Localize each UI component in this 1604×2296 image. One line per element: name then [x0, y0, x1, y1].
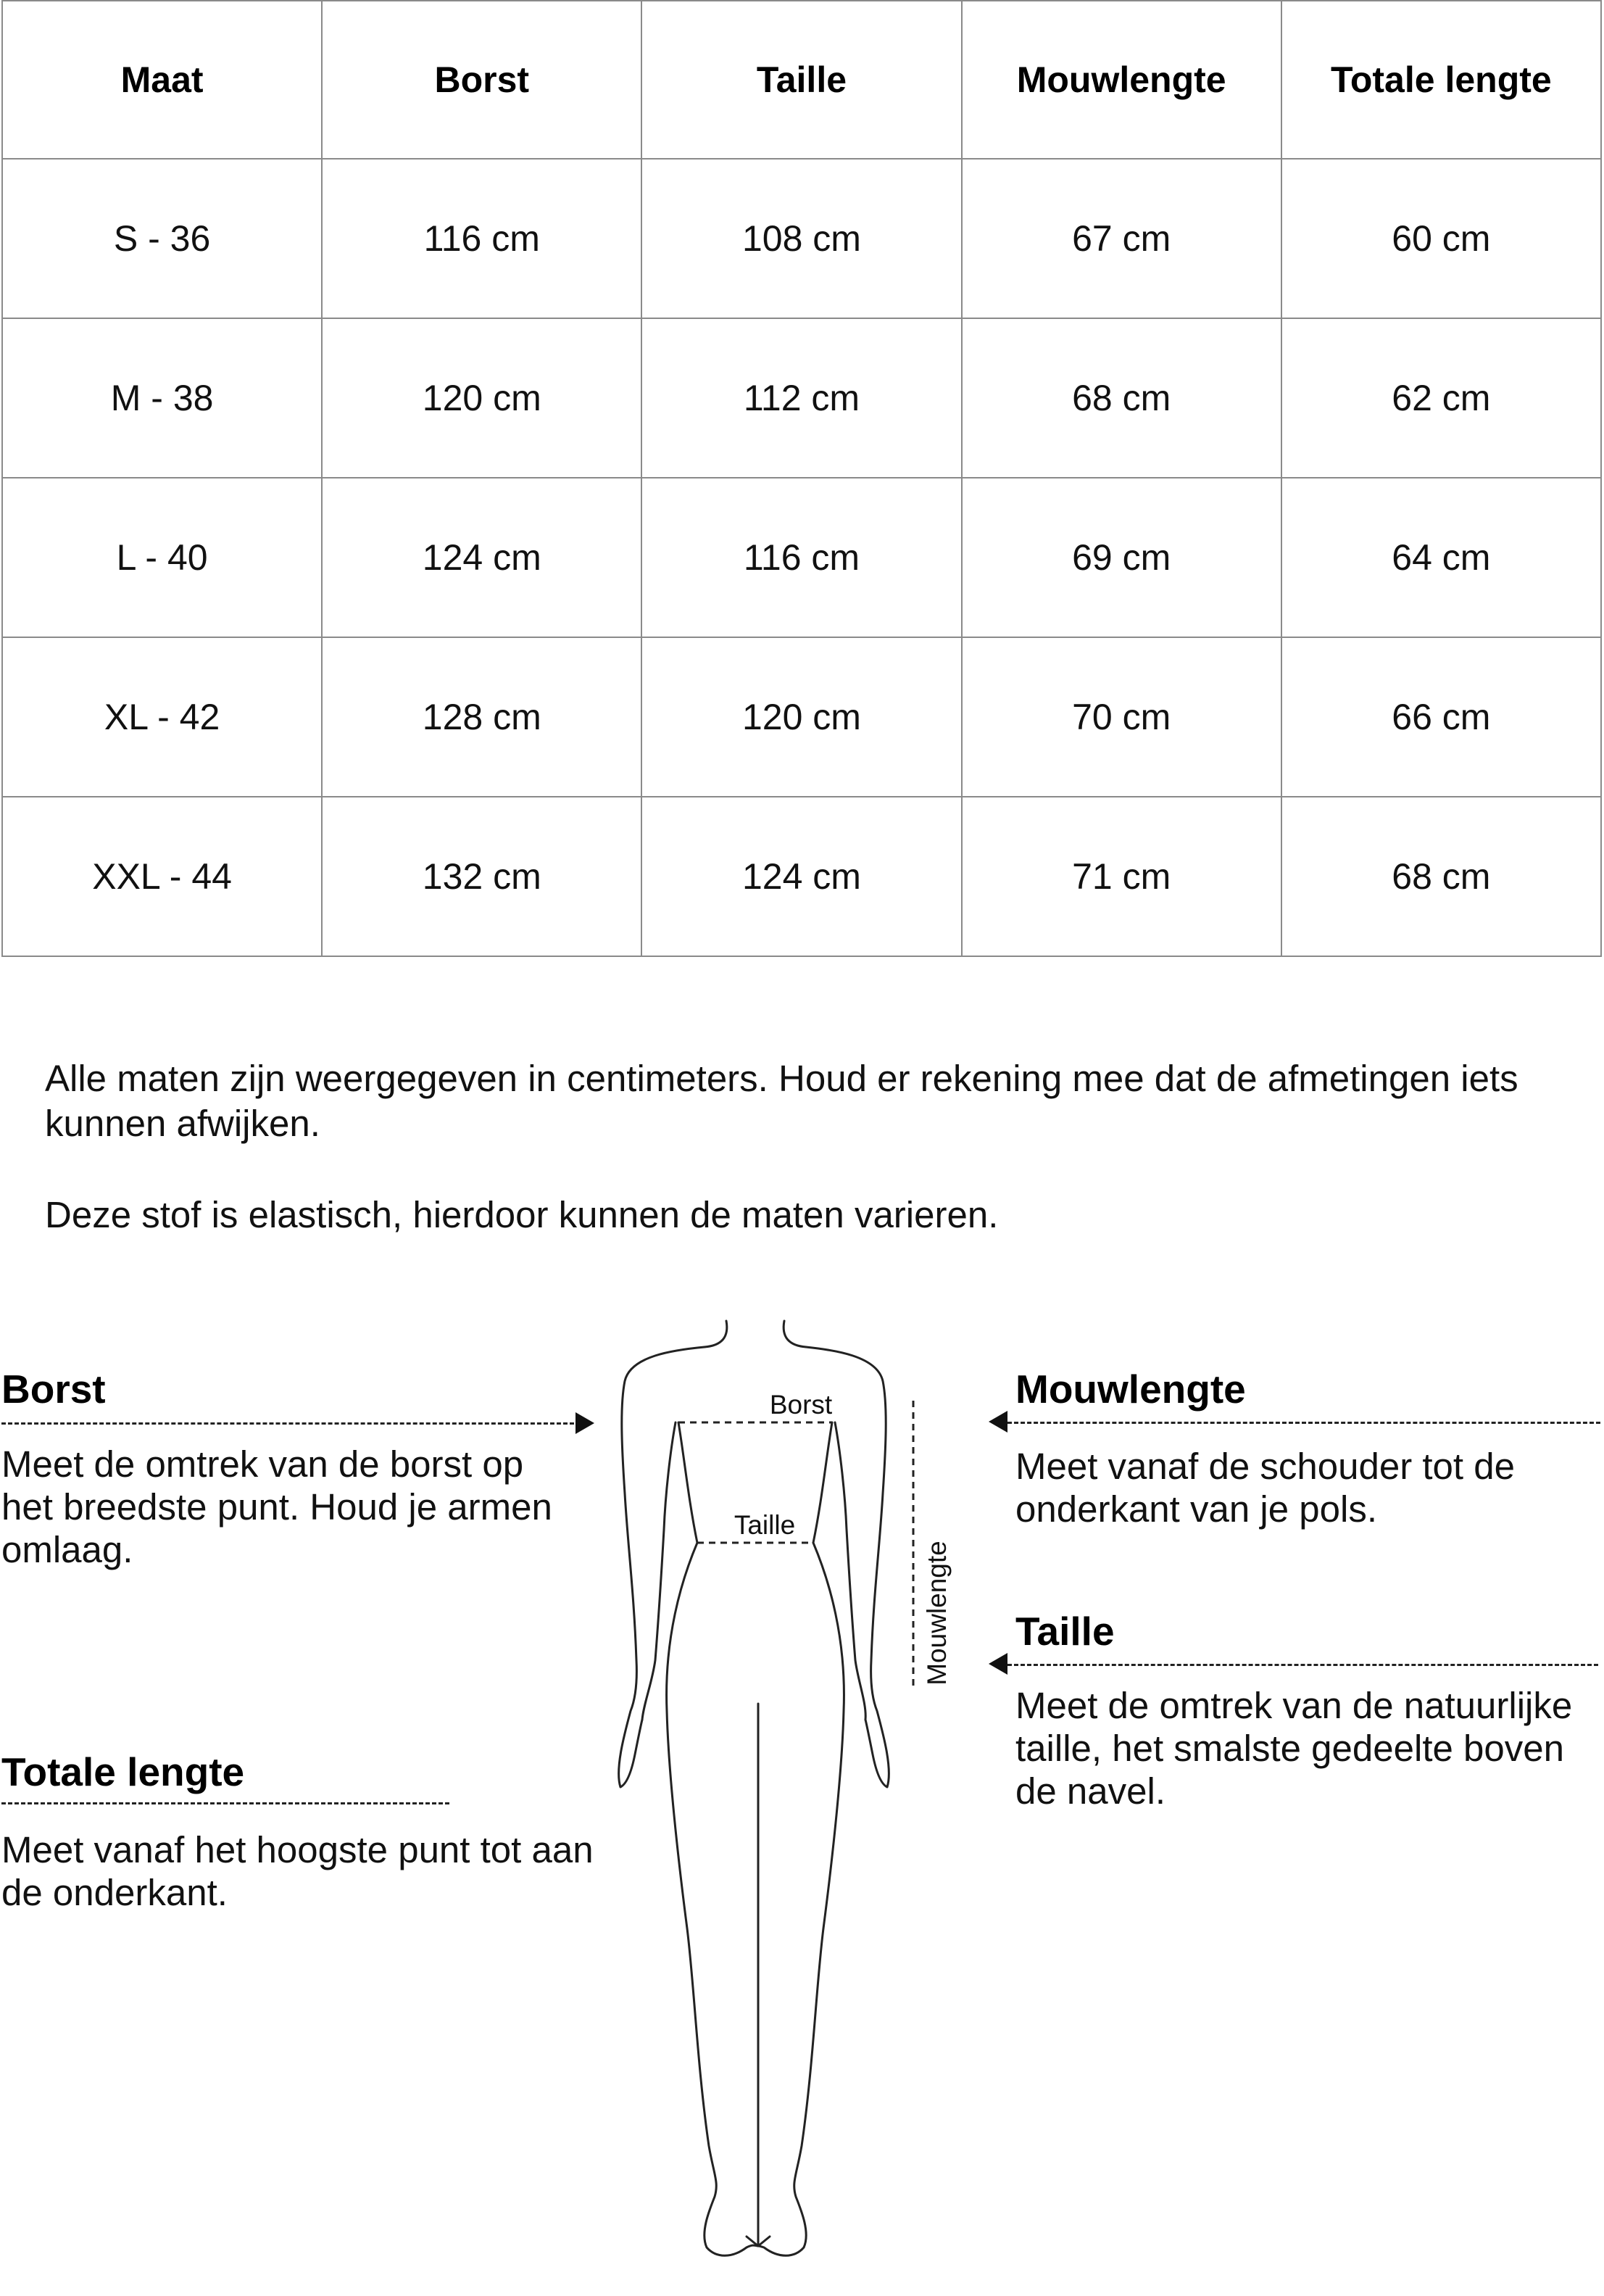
table-cell: 116 cm: [641, 478, 961, 637]
table-cell: L - 40: [2, 478, 322, 637]
figure-right-inner-arm: [835, 1422, 865, 1720]
mouwlengte-description: Meet vanaf de schouder tot de onderkant van je pols.: [1015, 1446, 1515, 1530]
taille-description: Meet de omtrek van de natuurlijke taille, het smalste gedeelte boven de navel.: [1015, 1685, 1573, 1812]
totale-lengte-dashed-line: [1, 1802, 449, 1804]
totale-lengte-description: Meet vanaf het hoogste punt tot aan de onderkant.: [1, 1829, 594, 1913]
figure-neck-right: [784, 1321, 806, 1347]
borst-description: Meet de omtrek van de borst op het breedste punt. Houd je armen omlaag.: [1, 1443, 552, 1570]
figure-left-inner-arm: [642, 1422, 676, 1720]
figure-borst-label: Borst: [769, 1390, 833, 1420]
measurement-note: Alle maten zijn weergegeven in centimeters. Houd er rekening mee dat de afmetingen iets kunnen afwijken.: [45, 1058, 1518, 1144]
table-cell: 120 cm: [641, 637, 961, 797]
fabric-note: Deze stof is elastisch, hierdoor kunnen de maten varieren.: [45, 1194, 999, 1235]
table-cell: 128 cm: [322, 637, 641, 797]
table-cell: 132 cm: [322, 797, 641, 956]
table-cell: 68 cm: [1281, 797, 1601, 956]
figure-mouwlengte-label: Mouwlengte: [922, 1541, 952, 1686]
column-header-totale-lengte: Totale lengte: [1281, 1, 1601, 159]
table-cell: 112 cm: [641, 318, 961, 478]
figure-torso-right: [813, 1422, 832, 1543]
table-row: [2, 797, 1601, 956]
figure-right-leg: [758, 1543, 844, 2255]
table-cell: 64 cm: [1281, 478, 1601, 637]
table-row: [2, 318, 1601, 478]
taille-heading: Taille: [1015, 1609, 1115, 1654]
figure-taille-label: Taille: [734, 1510, 796, 1540]
table-header-row: [2, 1, 1601, 159]
table-cell: 116 cm: [322, 159, 641, 318]
table-cell: 66 cm: [1281, 637, 1601, 797]
figure-neck-left: [705, 1321, 727, 1347]
table-cell: 71 cm: [962, 797, 1281, 956]
table-cell: 67 cm: [962, 159, 1281, 318]
table-cell: 108 cm: [641, 159, 961, 318]
table-row: [2, 478, 1601, 637]
table-row: [2, 637, 1601, 797]
table-cell: 68 cm: [962, 318, 1281, 478]
mouwlengte-heading: Mouwlengte: [1015, 1367, 1246, 1412]
arrow-left-icon: [989, 1411, 1007, 1433]
figure-left-leg: [667, 1543, 758, 2255]
size-table: [1, 0, 1602, 957]
table-cell: 120 cm: [322, 318, 641, 478]
mouwlengte-dashed-line: [1007, 1422, 1600, 1424]
table-row: [2, 159, 1601, 318]
table-cell: 124 cm: [641, 797, 961, 956]
column-header-maat: Maat: [2, 1, 322, 159]
column-header-mouwlengte: Mouwlengte: [962, 1, 1281, 159]
arrow-right-icon: [575, 1412, 594, 1434]
table-cell: 124 cm: [322, 478, 641, 637]
table-cell: 62 cm: [1281, 318, 1601, 478]
column-header-borst: Borst: [322, 1, 641, 159]
taille-dashed-line: [1007, 1664, 1598, 1666]
table-cell: 70 cm: [962, 637, 1281, 797]
table-cell: M - 38: [2, 318, 322, 478]
borst-dashed-line: [1, 1422, 574, 1425]
table-cell: XL - 42: [2, 637, 322, 797]
figure-right-inner-foot: [758, 2237, 770, 2246]
table-cell: S - 36: [2, 159, 322, 318]
column-header-taille: Taille: [641, 1, 961, 159]
totale-lengte-heading: Totale lengte: [1, 1749, 245, 1794]
arrow-left-icon: [989, 1653, 1007, 1675]
table-cell: 60 cm: [1281, 159, 1601, 318]
body-figure-illustration: [602, 1319, 952, 2296]
figure-torso-left: [678, 1422, 697, 1543]
table-cell: 69 cm: [962, 478, 1281, 637]
table-cell: XXL - 44: [2, 797, 322, 956]
borst-heading: Borst: [1, 1367, 106, 1412]
